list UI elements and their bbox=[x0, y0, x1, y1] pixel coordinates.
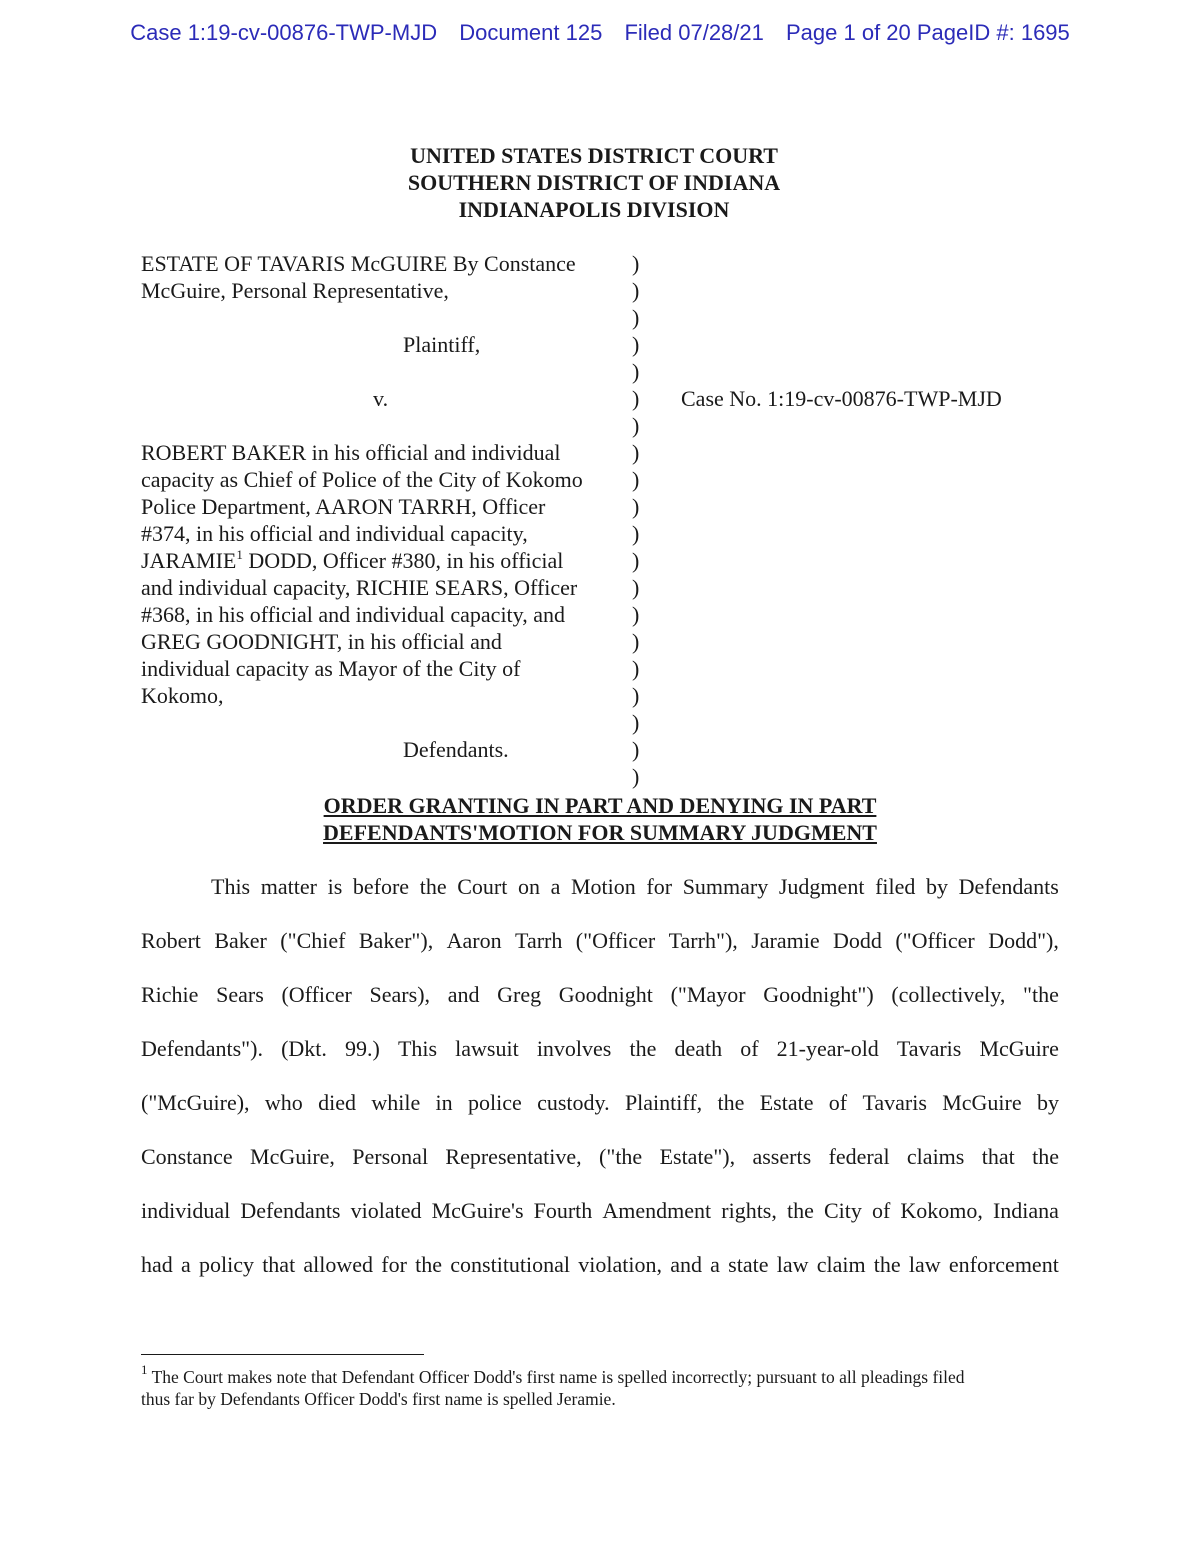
body-word: claim bbox=[816, 1252, 866, 1277]
body-line bbox=[141, 1130, 1059, 1184]
body-word: Sears), bbox=[369, 982, 431, 1007]
body-word: the bbox=[717, 1090, 745, 1115]
court-heading bbox=[0, 142, 1188, 223]
body-word: individual bbox=[141, 1198, 231, 1223]
body-word: "the bbox=[1023, 982, 1059, 1007]
body-line bbox=[141, 860, 1059, 914]
body-word: by bbox=[926, 874, 949, 899]
body-line bbox=[141, 1076, 1059, 1130]
body-word: Amendment bbox=[602, 1198, 712, 1223]
paren: ) bbox=[632, 683, 640, 708]
footnote-divider bbox=[141, 1354, 424, 1355]
body-word: This bbox=[397, 1036, 438, 1061]
body-word: Baker bbox=[214, 928, 267, 953]
paren: ) bbox=[632, 251, 640, 276]
body-word: involves bbox=[536, 1036, 612, 1061]
defendant-line: #374, in his official and individual capacity, bbox=[141, 521, 528, 546]
body-word: (Officer bbox=[281, 982, 352, 1007]
body-word: is bbox=[327, 874, 343, 899]
body-word: Motion bbox=[570, 874, 636, 899]
body-word: the bbox=[629, 1036, 657, 1061]
stamp-case: Case 1:19-cv-00876-TWP-MJD bbox=[130, 20, 438, 45]
body-word: McGuire's bbox=[431, 1198, 524, 1223]
defendant-line: and individual capacity, RICHIE SEARS, Officer bbox=[141, 575, 578, 600]
filing-stamp bbox=[0, 20, 1200, 46]
body-word: Tarrh bbox=[515, 928, 563, 953]
footnote bbox=[141, 1362, 1059, 1410]
stamp-filed: Filed 07/28/21 bbox=[624, 20, 764, 45]
body-word: that bbox=[981, 1144, 1015, 1169]
body-word: asserts bbox=[752, 1144, 812, 1169]
body-word: Dodd bbox=[833, 928, 882, 953]
body-word: Plaintiff, bbox=[624, 1090, 703, 1115]
paren: ) bbox=[632, 548, 640, 573]
order-title-line-1: ORDER GRANTING IN PART AND DENYING IN PART bbox=[323, 793, 877, 818]
paren: ) bbox=[632, 359, 640, 384]
body-word: the bbox=[419, 874, 447, 899]
body-word: Tavaris bbox=[862, 1090, 927, 1115]
body-word: Indiana bbox=[992, 1198, 1059, 1223]
paren: ) bbox=[632, 467, 640, 492]
footnote-number: 1 bbox=[141, 1362, 148, 1377]
body-line bbox=[141, 914, 1059, 968]
defendant-line: ROBERT BAKER in his official and individual bbox=[141, 440, 561, 465]
body-word: Greg bbox=[497, 982, 542, 1007]
body-word: while bbox=[371, 1090, 421, 1115]
paren: ) bbox=[632, 629, 640, 654]
paren: ) bbox=[632, 494, 640, 519]
body-word: ("McGuire), bbox=[141, 1090, 250, 1115]
body-word: rights, bbox=[721, 1198, 777, 1223]
order-title-line-2: DEFENDANTS'MOTION FOR SUMMARY JUDGMENT bbox=[323, 820, 877, 845]
body-word: ("Mayor bbox=[670, 982, 746, 1007]
paren: ) bbox=[632, 737, 640, 762]
body-word: the bbox=[786, 1198, 814, 1223]
body-word: City bbox=[823, 1198, 862, 1223]
defendant-line: GREG GOODNIGHT, in his official and bbox=[141, 629, 502, 654]
body-paragraph bbox=[141, 860, 1059, 1292]
plaintiff-label: Plaintiff, bbox=[403, 332, 481, 357]
body-word: Judgment bbox=[778, 874, 865, 899]
body-word: police bbox=[468, 1090, 522, 1115]
caption-parens bbox=[632, 250, 639, 790]
body-line bbox=[141, 1184, 1059, 1238]
body-word: filed bbox=[875, 874, 916, 899]
defendant-line: #368, in his official and individual capacity, and bbox=[141, 602, 566, 627]
body-word: Fourth bbox=[533, 1198, 593, 1223]
body-word: McGuire bbox=[979, 1036, 1059, 1061]
body-word: ("Officer bbox=[895, 928, 975, 953]
body-word: ("Officer bbox=[575, 928, 656, 953]
body-word: 99.) bbox=[345, 1036, 380, 1061]
body-word: of bbox=[740, 1036, 759, 1061]
paren: ) bbox=[632, 575, 640, 600]
body-line bbox=[141, 1022, 1059, 1076]
body-word: Kokomo, bbox=[900, 1198, 983, 1223]
stamp-document: Document 125 bbox=[459, 20, 603, 45]
body-word: state bbox=[728, 1252, 769, 1277]
paren: ) bbox=[632, 440, 640, 465]
paren: ) bbox=[632, 656, 640, 681]
body-word: a bbox=[550, 874, 561, 899]
body-word: law bbox=[776, 1252, 809, 1277]
case-caption bbox=[141, 250, 631, 763]
body-word: the bbox=[415, 1252, 443, 1277]
body-word: Dodd"), bbox=[988, 928, 1059, 953]
body-word: lawsuit bbox=[455, 1036, 519, 1061]
body-word: for bbox=[381, 1252, 407, 1277]
body-word: policy bbox=[198, 1252, 254, 1277]
body-word: ("Chief bbox=[280, 928, 346, 953]
body-word: Tarrh"), bbox=[668, 928, 738, 953]
paren: ) bbox=[632, 332, 640, 357]
body-word: and bbox=[447, 982, 480, 1007]
body-word: (Dkt. bbox=[281, 1036, 327, 1061]
paren: ) bbox=[632, 413, 640, 438]
body-word: Defendants bbox=[240, 1198, 341, 1223]
body-word: Estate"), bbox=[659, 1144, 736, 1169]
body-word: Court bbox=[457, 874, 508, 899]
body-word: Defendants"). bbox=[141, 1036, 263, 1061]
defendant-line bbox=[141, 547, 631, 574]
paren: ) bbox=[632, 764, 640, 789]
body-word: 21-year-old bbox=[776, 1036, 879, 1061]
body-word: Estate bbox=[759, 1090, 814, 1115]
body-word: death bbox=[674, 1036, 723, 1061]
body-word: a bbox=[180, 1252, 191, 1277]
body-word: allowed bbox=[303, 1252, 374, 1277]
body-word: law bbox=[908, 1252, 941, 1277]
footnote-text-1: The Court makes note that Defendant Officer Dodd's first name is spelled incorrectly; pursuant to all pleadings filed bbox=[151, 1367, 965, 1387]
paren: ) bbox=[632, 602, 640, 627]
body-word: claims bbox=[906, 1144, 965, 1169]
defendant-line: individual capacity as Mayor of the City of bbox=[141, 656, 521, 681]
paren: ) bbox=[632, 278, 640, 303]
body-word: Sears bbox=[216, 982, 264, 1007]
body-word: Defendants bbox=[958, 874, 1059, 899]
body-line bbox=[141, 1238, 1059, 1292]
body-word: (collectively, bbox=[891, 982, 1006, 1007]
defendant-name-jaramie: JARAMIE bbox=[141, 548, 237, 573]
body-word: Aaron bbox=[446, 928, 502, 953]
footnote-line-2: thus far by Defendants Officer Dodd's first name is spelled Jeramie. bbox=[141, 1389, 616, 1409]
body-word: that bbox=[262, 1252, 296, 1277]
body-word: Jaramie bbox=[751, 928, 820, 953]
body-word: Constance bbox=[141, 1144, 233, 1169]
paren: ) bbox=[632, 710, 640, 735]
body-word: violation, bbox=[578, 1252, 662, 1277]
plaintiff-line: ESTATE OF TAVARIS McGUIRE By Constance bbox=[141, 251, 576, 276]
body-word: who bbox=[264, 1090, 303, 1115]
body-word: died bbox=[318, 1090, 356, 1115]
body-word: enforcement bbox=[948, 1252, 1059, 1277]
body-word: for bbox=[646, 874, 673, 899]
court-line-2: SOUTHERN DISTRICT OF INDIANA bbox=[407, 170, 781, 195]
stamp-page: Page 1 of 20 PageID #: 1695 bbox=[786, 20, 1070, 45]
defendant-line: capacity as Chief of Police of the City of Kokomo bbox=[141, 467, 583, 492]
body-word: ("the bbox=[599, 1144, 643, 1169]
body-word: custody. bbox=[537, 1090, 610, 1115]
body-word: of bbox=[871, 1198, 891, 1223]
body-word: McGuire bbox=[942, 1090, 1022, 1115]
body-word: by bbox=[1036, 1090, 1059, 1115]
defendant-line: Kokomo, bbox=[141, 683, 224, 708]
paren: ) bbox=[632, 521, 640, 546]
defendant-label: Defendants. bbox=[403, 737, 509, 762]
body-word: Richie bbox=[141, 982, 199, 1007]
body-word: Representative, bbox=[445, 1144, 582, 1169]
case-number: Case No. 1:19-cv-00876-TWP-MJD bbox=[681, 386, 1002, 411]
footnote-line-1 bbox=[141, 1362, 1059, 1388]
body-word: matter bbox=[260, 874, 317, 899]
body-word: Summary bbox=[682, 874, 769, 899]
body-word: McGuire, bbox=[250, 1144, 335, 1169]
body-word: before bbox=[352, 874, 410, 899]
body-word: Goodnight") bbox=[763, 982, 874, 1007]
body-word: of bbox=[828, 1090, 848, 1115]
body-word: the bbox=[873, 1252, 901, 1277]
body-word: constitutional bbox=[450, 1252, 571, 1277]
order-title bbox=[0, 792, 1200, 846]
body-word: had bbox=[141, 1252, 173, 1277]
body-word: Baker"), bbox=[358, 928, 434, 953]
body-word: This bbox=[211, 874, 251, 899]
paren: ) bbox=[632, 305, 640, 330]
footnote-marker: 1 bbox=[236, 547, 243, 562]
court-line-1: UNITED STATES DISTRICT COURT bbox=[410, 143, 778, 168]
body-word: Robert bbox=[141, 928, 201, 953]
body-word: a bbox=[710, 1252, 720, 1277]
body-word: and bbox=[670, 1252, 702, 1277]
body-word: Goodnight bbox=[558, 982, 653, 1007]
body-word: violated bbox=[350, 1198, 422, 1223]
body-word: on bbox=[517, 874, 540, 899]
body-line bbox=[141, 968, 1059, 1022]
body-word: in bbox=[435, 1090, 453, 1115]
paren: ) bbox=[632, 386, 640, 411]
plaintiff-line: McGuire, Personal Representative, bbox=[141, 278, 449, 303]
body-word: Personal bbox=[352, 1144, 429, 1169]
defendant-line: Police Department, AARON TARRH, Officer bbox=[141, 494, 546, 519]
body-word: Tavaris bbox=[896, 1036, 962, 1061]
court-line-3: INDIANAPOLIS DIVISION bbox=[458, 197, 730, 222]
body-word: the bbox=[1032, 1144, 1059, 1169]
defendant-line-dodd: DODD, Officer #380, in his official bbox=[248, 548, 564, 573]
body-word: federal bbox=[828, 1144, 890, 1169]
versus-label: v. bbox=[373, 386, 389, 411]
